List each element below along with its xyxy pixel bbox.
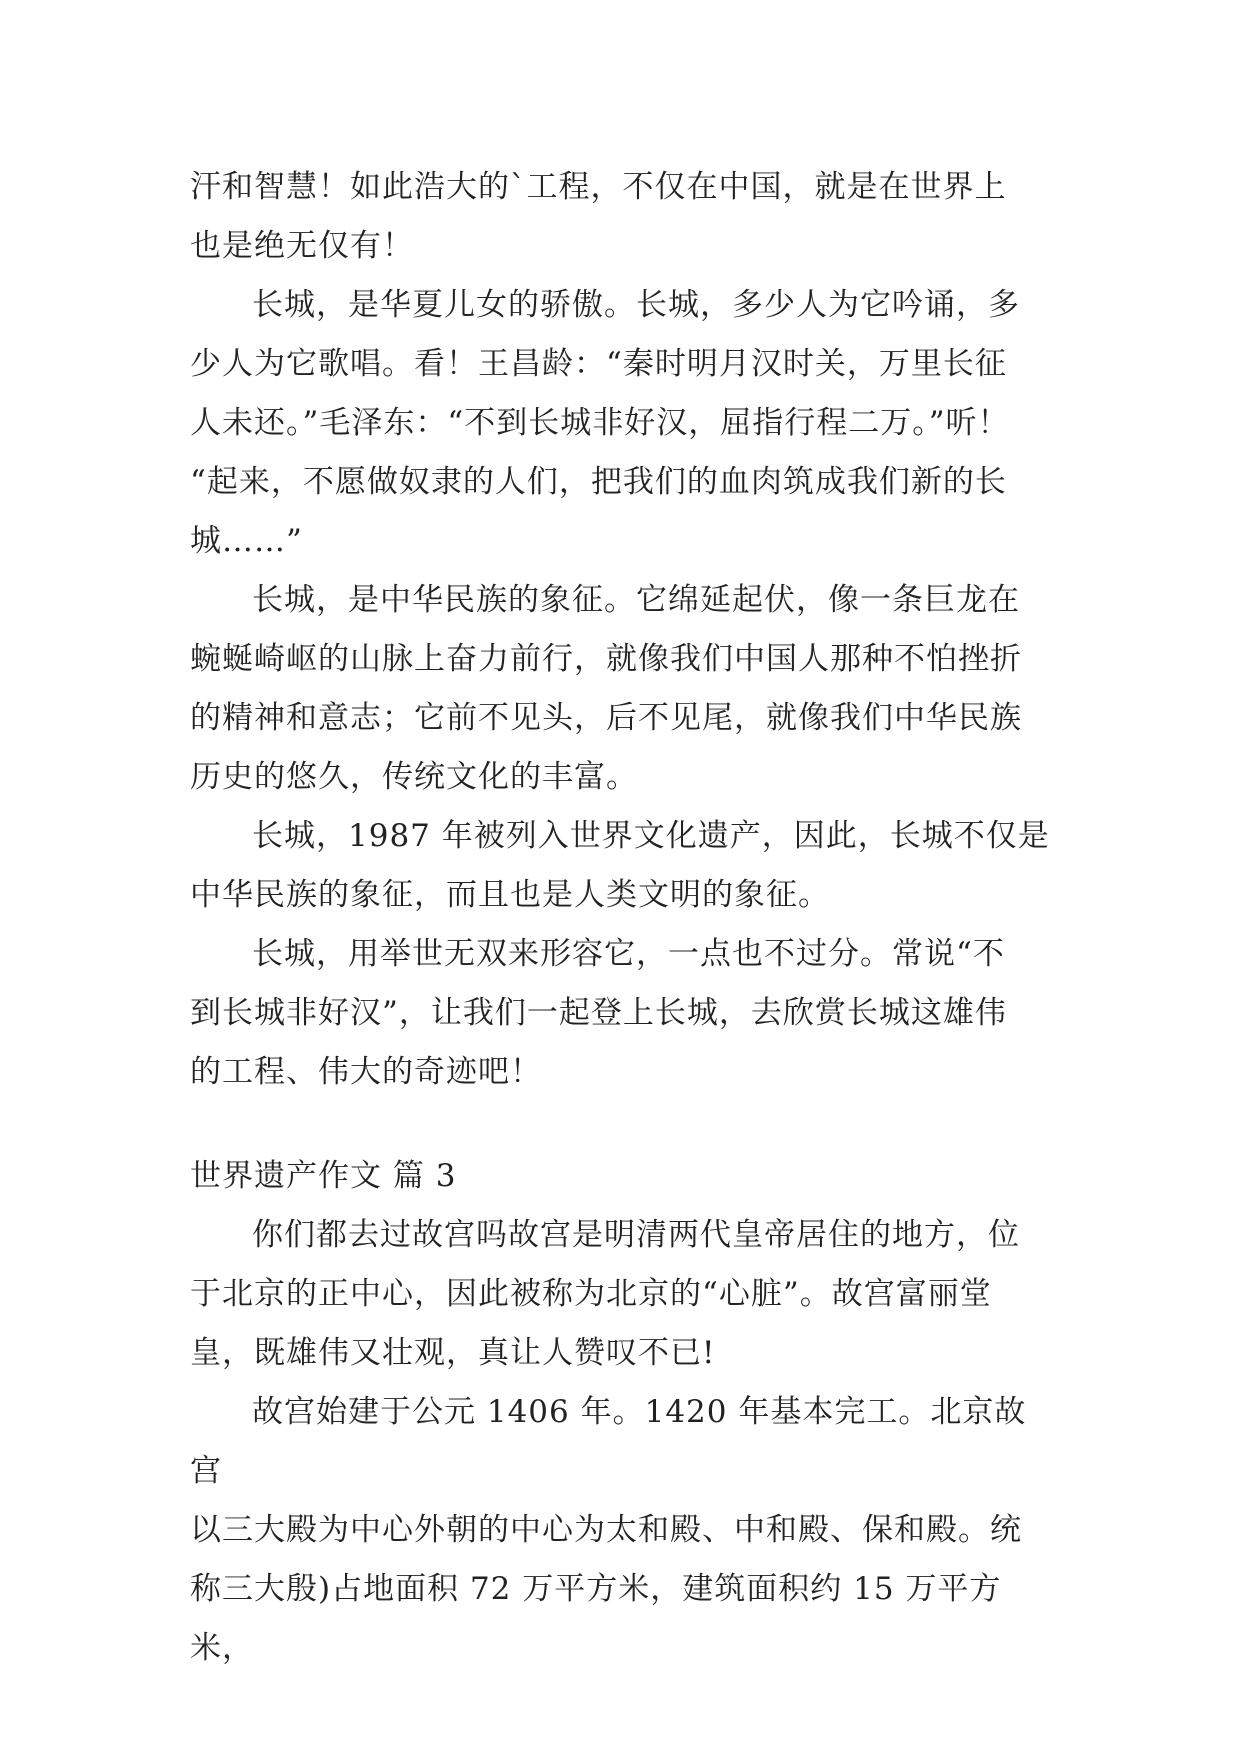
document-body <box>190 158 1050 1678</box>
section-heading: 世界遗产作文 篇 3 <box>190 1158 457 1194</box>
paragraph-forbidden-city-history: 故宫始建于公元 1406 年。1420 年基本完工。北京故宫 以三大殿为中心外朝的中心为太和殿、中和殿、保和殿。统 称三大殷)占地面积 72 万平方米，建筑面积约 15 万平方米， <box>190 1394 1027 1666</box>
paragraph-forbidden-city-intro: 你们都去过故宫吗故宫是明清两代皇帝居住的地方，位 于北京的正中心，因此被称为北京的“心脏”。故宫富丽堂 皇，既雄伟又壮观，真让人赞叹不已! <box>190 1217 1020 1371</box>
paragraph-great-wall-symbol: 长城，是中华民族的象征。它绵延起伏，像一条巨龙在 蜿蜒崎岖的山脉上奋力前行，就像我们中国人那种不怕挫折 的精神和意志；它前不见头，后不见尾，就像我们中华民族 历史的悠久，传统文化的丰富。 <box>190 582 1022 795</box>
paragraph-great-wall-pride: 长城，是华夏儿女的骄傲。长城，多少人为它吟诵，多 少人为它歌唱。看！王昌龄：“秦时明月汉时关，万里长征 人未还。”毛泽东：“不到长城非好汉，屈指行程二万。”听！ “起来，不愿做奴隶的人们，把我们的血肉筑成我们新的长 城……” <box>190 287 1020 559</box>
paragraph-continued: 汗和智慧！如此浩大的`工程，不仅在中国，就是在世界上 也是绝无仅有！ <box>190 169 1007 264</box>
paragraph-world-heritage-1987: 长城，1987 年被列入世界文化遗产，因此，长城不仅是 中华民族的象征，而且也是人类文明的象征。 <box>190 818 1050 913</box>
paragraph-great-wall-conclusion: 长城，用举世无双来形容它，一点也不过分。常说“不 到长城非好汉”，让我们一起登上长城，去欣赏长城这雄伟 的工程、伟大的奇迹吧！ <box>190 936 1007 1090</box>
